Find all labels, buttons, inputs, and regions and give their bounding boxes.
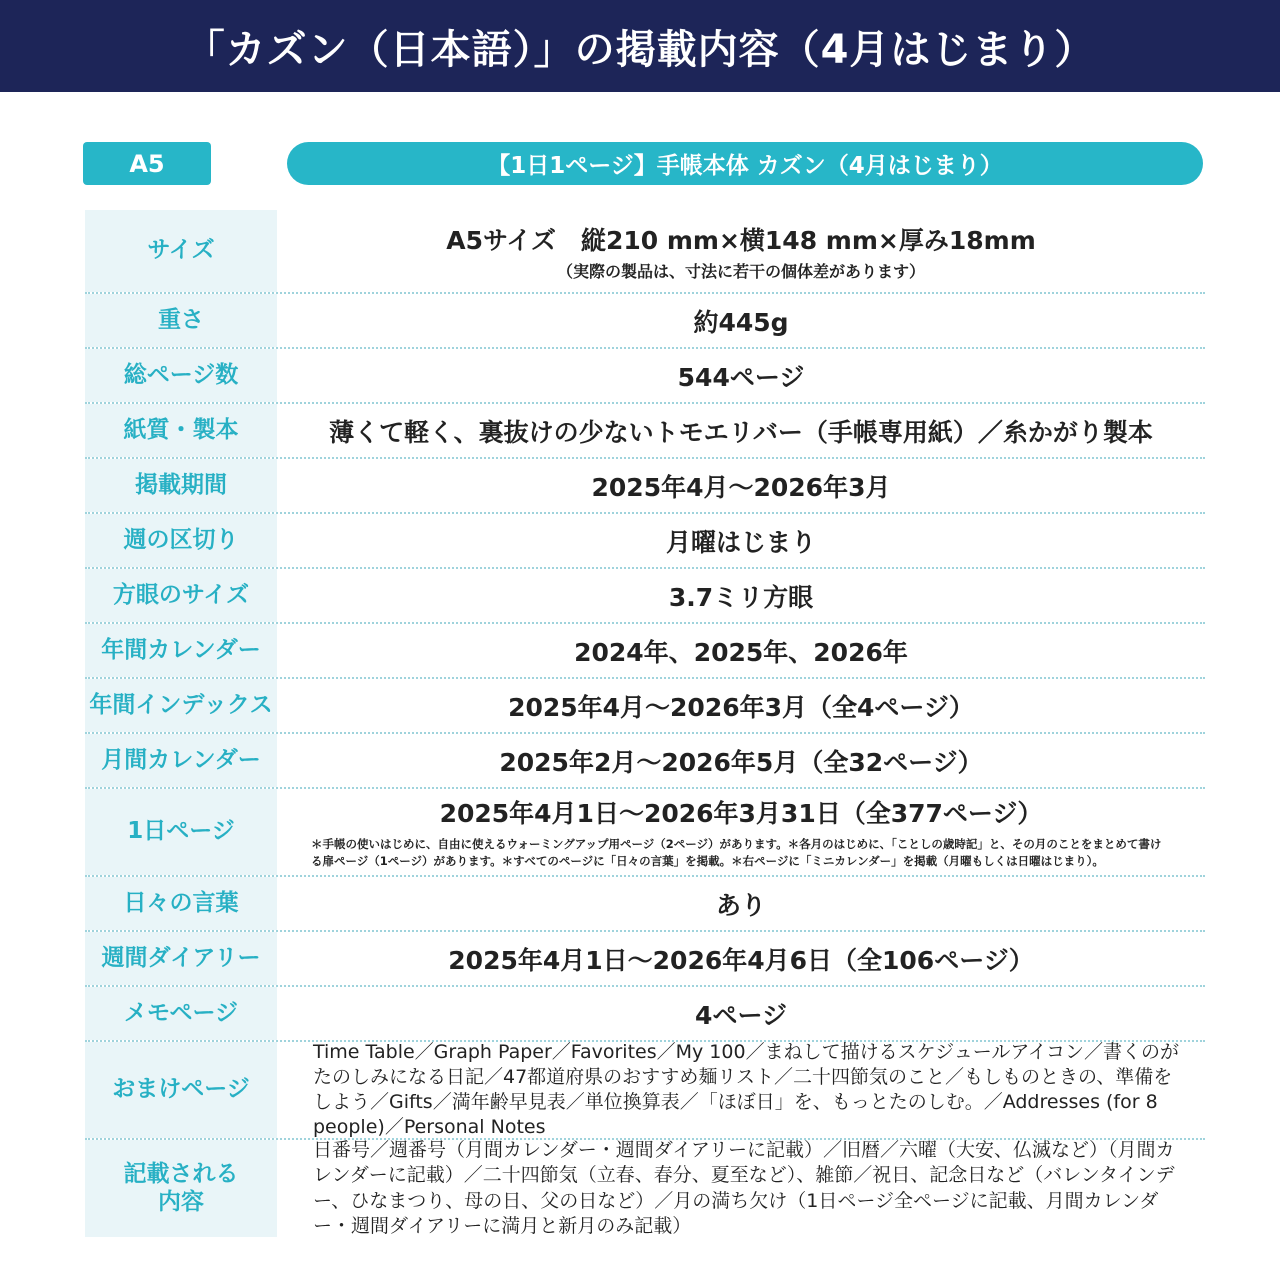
spec-table bbox=[85, 210, 1205, 1237]
spec-value: あり bbox=[715, 890, 766, 920]
spec-value: 3.7ミリ方眼 bbox=[668, 582, 814, 612]
product-title: 【1日1ページ】手帳本体 カズン（4月はじまり） bbox=[287, 142, 1203, 185]
page-header bbox=[0, 0, 1280, 92]
spec-label: 月間カレンダー bbox=[85, 734, 277, 787]
spec-row-monthly-calendar bbox=[85, 734, 1205, 789]
spec-row-grid bbox=[85, 569, 1205, 624]
spec-row-yearly-index bbox=[85, 679, 1205, 734]
spec-value bbox=[277, 789, 1205, 875]
spec-label bbox=[85, 1140, 277, 1237]
spec-label: 総ページ数 bbox=[85, 349, 277, 402]
spec-row-weekly-diary bbox=[85, 932, 1205, 987]
spec-value: 2024年、2025年、2026年 bbox=[574, 637, 908, 667]
spec-row-week-start bbox=[85, 514, 1205, 569]
spec-value: 2025年4月1日～2026年4月6日（全106ページ） bbox=[448, 945, 1034, 975]
spec-label: 1日ページ bbox=[85, 789, 277, 875]
spec-value: 2025年4月～2026年3月（全4ページ） bbox=[508, 692, 974, 722]
spec-label: 週の区切り bbox=[85, 514, 277, 567]
spec-label-line: 内容 bbox=[158, 1188, 204, 1215]
spec-value-main: 2025年4月1日～2026年3月31日（全377ページ） bbox=[439, 799, 1043, 829]
spec-label: 年間カレンダー bbox=[85, 624, 277, 677]
spec-row-size bbox=[85, 210, 1205, 294]
spec-row-daily-words bbox=[85, 877, 1205, 932]
spec-value: 4ページ bbox=[695, 1000, 787, 1030]
page-title: 「カズン（日本語）」の掲載内容（4月はじまり） bbox=[184, 26, 1096, 73]
spec-row-daily-page bbox=[85, 789, 1205, 877]
spec-label: 日々の言葉 bbox=[85, 877, 277, 930]
spec-row-weight bbox=[85, 294, 1205, 349]
spec-value-sub: （実際の製品は、寸法に若干の個体差があります） bbox=[556, 261, 925, 281]
spec-value: 544ページ bbox=[677, 362, 805, 392]
spec-value: 2025年2月～2026年5月（全32ページ） bbox=[499, 747, 983, 777]
spec-value: 薄くて軽く、裏抜けの少ないトモエリバー（手帳専用紙）／糸かがり製本 bbox=[329, 417, 1153, 447]
spec-value: 月曜はじまり bbox=[665, 527, 816, 557]
spec-label: 週間ダイアリー bbox=[85, 932, 277, 985]
size-badge: A5 bbox=[83, 142, 211, 185]
spec-row-pages bbox=[85, 349, 1205, 404]
spec-value bbox=[277, 210, 1205, 292]
spec-value: 2025年4月～2026年3月 bbox=[591, 472, 891, 502]
spec-row-paper bbox=[85, 404, 1205, 459]
spec-label: 年間インデックス bbox=[85, 679, 277, 732]
spec-label: 方眼のサイズ bbox=[85, 569, 277, 622]
spec-value: 約445g bbox=[693, 307, 789, 337]
spec-value: Time Table／Graph Paper／Favorites／My 100／まねして描けるスケジュールアイコン／書くのがたのしみになる日記／47都道府県のおすすめ麺リスト／二十四節気のこと／もしものときの、準備をしよう／Gifts／満年齢早見表／単位換算表／「ほぼ日」を、もっとたのしむ。／Addresses (for 8 people)／Personal Notes bbox=[313, 1040, 1179, 1139]
spec-value: 日番号／週番号（月間カレンダー・週間ダイアリーに記載）／旧暦／六曜（大安、仏滅など）（月間カレンダーに記載）／二十四節気（立春、春分、夏至など）、雑節／祝日、記念日など（バレンタインデー、ひなまつり、母の日、父の日など）／月の満ち欠け（1日ページ全ページに記載、月間カレンダー・週間ダイアリーに満月と新月のみ記載） bbox=[313, 1139, 1175, 1237]
spec-row-period bbox=[85, 459, 1205, 514]
spec-row-yearly-calendar bbox=[85, 624, 1205, 679]
spec-row-memo bbox=[85, 987, 1205, 1042]
spec-label: おまけページ bbox=[85, 1042, 277, 1138]
spec-row-bonus-pages bbox=[85, 1042, 1205, 1140]
spec-label: 掲載期間 bbox=[85, 459, 277, 512]
spec-label: 紙質・製本 bbox=[85, 404, 277, 457]
spec-label-line: 記載される bbox=[123, 1160, 239, 1187]
spec-label: サイズ bbox=[85, 210, 277, 292]
spec-row-contents bbox=[85, 1140, 1205, 1237]
spec-label: メモページ bbox=[85, 987, 277, 1040]
spec-value-note: ＊手帳の使いはじめに、自由に使えるウォーミングアップ用ページ（2ページ）があります。＊各月のはじめに、「ことしの歳時記」と、その月のことをまとめて書ける扉ページ（1ページ）があります。＊すべてのページに「日々の言葉」を掲載。＊右ページに「ミニカレンダー」を掲載（月曜もしくは日曜はじまり）。 bbox=[311, 837, 1162, 868]
spec-value-main: A5サイズ 縦210 mm×横148 mm×厚み18mm bbox=[446, 225, 1036, 255]
spec-label: 重さ bbox=[85, 294, 277, 347]
